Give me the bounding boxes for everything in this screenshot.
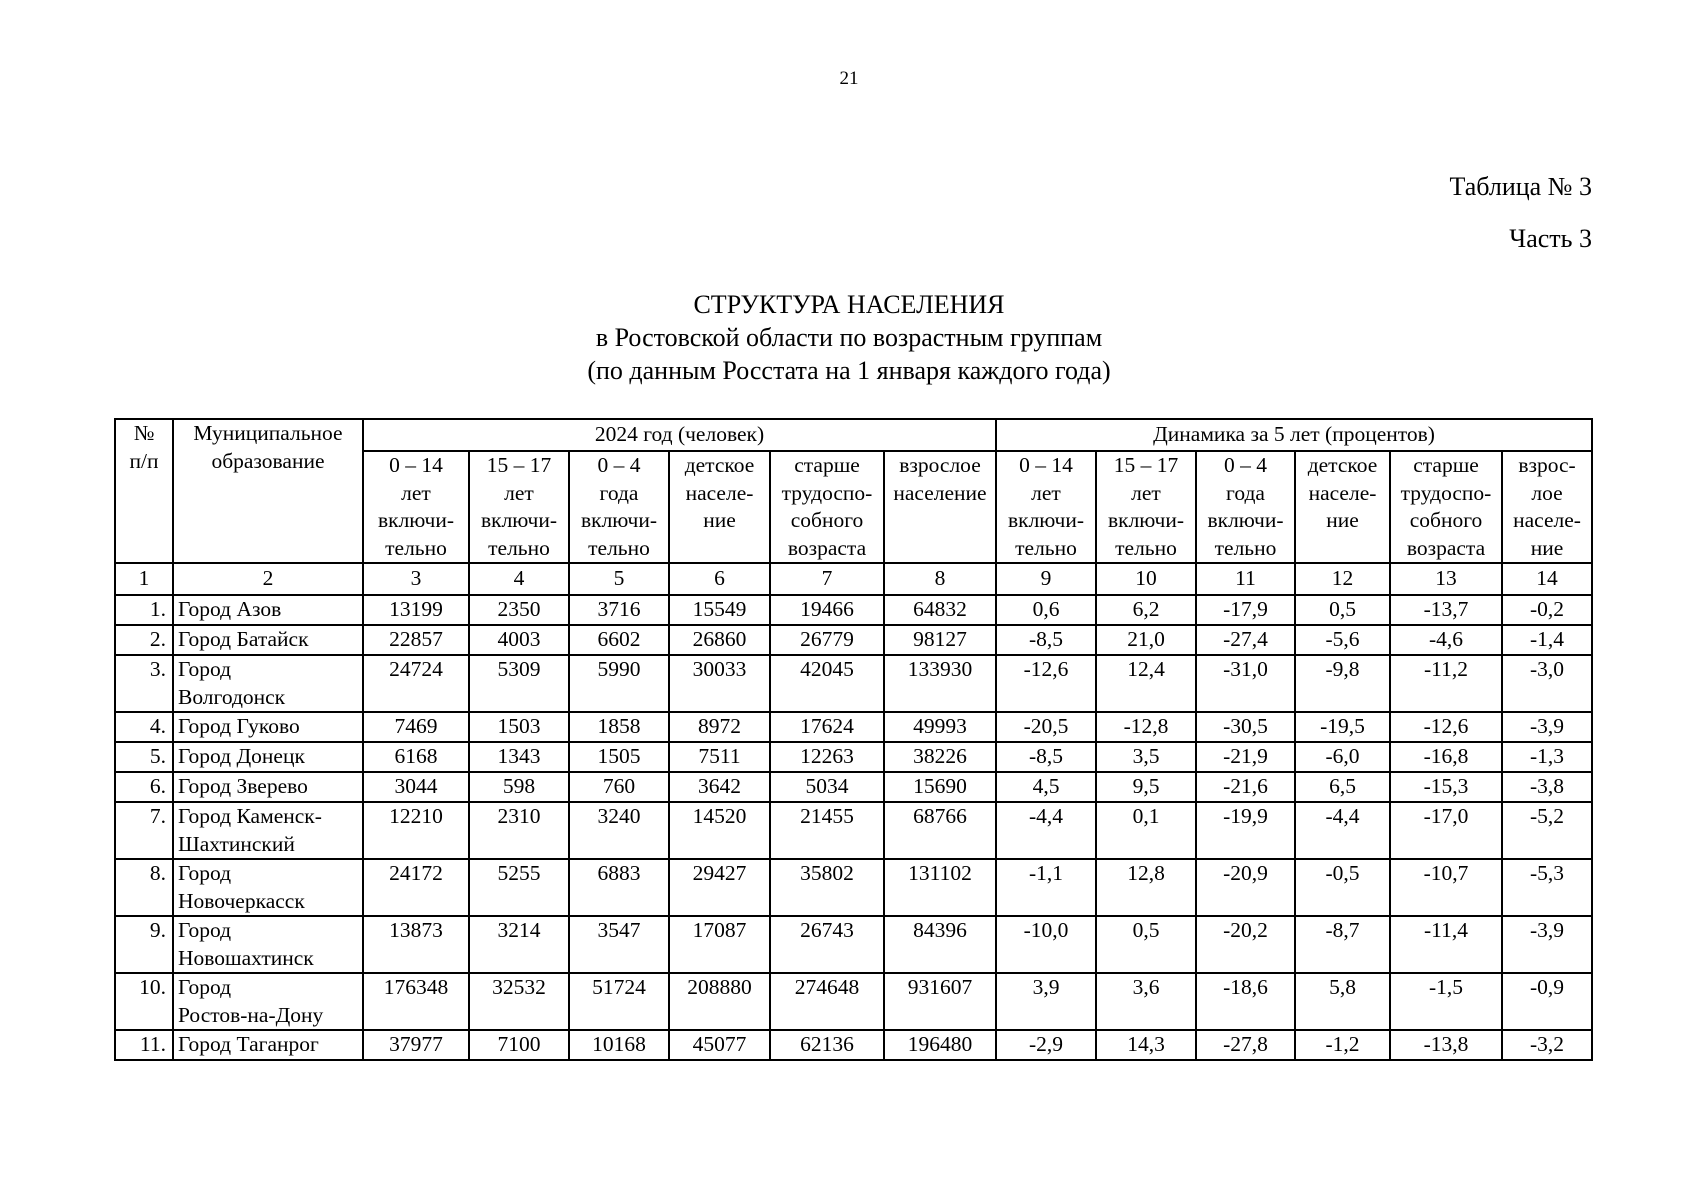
value-cell-col-13: -11,4 [1390, 916, 1502, 973]
municipality-name-cell [173, 595, 363, 625]
row-number-cell: 6. [115, 772, 173, 802]
value-cell-col-12: 0,5 [1295, 595, 1390, 625]
municipality-name-line: Город Донецк [178, 744, 305, 768]
municipality-name-cell [173, 625, 363, 655]
header-col-number [115, 419, 173, 563]
value-cell-col-14: -3,0 [1502, 655, 1592, 712]
value-cell-col-10: 9,5 [1096, 772, 1196, 802]
value-cell-col-12: -6,0 [1295, 742, 1390, 772]
table-row [115, 859, 1592, 916]
document-title [0, 288, 1698, 387]
subheader-line: 15 – 17 [486, 453, 552, 477]
value-cell-col-6: 45077 [669, 1030, 770, 1060]
value-cell-col-4: 3214 [469, 916, 569, 973]
subheader-col-14 [1502, 451, 1592, 563]
value-cell-col-3: 22857 [363, 625, 469, 655]
municipality-name-cell [173, 802, 363, 859]
value-cell-col-5: 10168 [569, 1030, 669, 1060]
column-number-cell: 13 [1390, 563, 1502, 595]
header-group-2024: 2024 год (человек) [363, 419, 996, 451]
subheader-line: тельно [1015, 535, 1077, 560]
value-cell-col-14: -3,9 [1502, 916, 1592, 973]
subheader-line: тельно [1115, 535, 1177, 560]
value-cell-col-4: 598 [469, 772, 569, 802]
subheader-line: возраста [1406, 535, 1486, 560]
table-part-label: Часть 3 [1509, 224, 1592, 253]
value-cell-col-5: 1858 [569, 712, 669, 742]
subheader-col-10 [1096, 451, 1196, 563]
title-line-3: (по данным Росстата на 1 января каждого года) [587, 356, 1111, 385]
column-number-cell: 4 [469, 563, 569, 595]
value-cell-col-8: 84396 [884, 916, 996, 973]
value-cell-col-5: 6883 [569, 859, 669, 916]
value-cell-col-12: -0,5 [1295, 859, 1390, 916]
subheader-col-3 [363, 451, 469, 563]
subheader-line: тельно [488, 535, 550, 560]
value-cell-col-8: 38226 [884, 742, 996, 772]
table-body [115, 563, 1592, 1060]
subheader-line: населе- [1308, 480, 1377, 505]
column-number-cell: 3 [363, 563, 469, 595]
row-number-cell: 7. [115, 802, 173, 859]
value-cell-col-6: 7511 [669, 742, 770, 772]
value-cell-col-7: 21455 [770, 802, 884, 859]
value-cell-col-9: -12,6 [996, 655, 1096, 712]
value-cell-col-12: -19,5 [1295, 712, 1390, 742]
subheader-col-13 [1390, 451, 1502, 563]
row-number-cell: 1. [115, 595, 173, 625]
value-cell-col-11: -17,9 [1196, 595, 1295, 625]
value-cell-col-12: -5,6 [1295, 625, 1390, 655]
value-cell-col-12: -8,7 [1295, 916, 1390, 973]
municipality-name-line: Ростов-на-Дону [178, 1002, 324, 1027]
value-cell-col-8: 196480 [884, 1030, 996, 1060]
value-cell-col-5: 6602 [569, 625, 669, 655]
table-number-label: Таблица № 3 [1449, 172, 1592, 201]
table-row [115, 802, 1592, 859]
table-row [115, 973, 1592, 1030]
value-cell-col-5: 3240 [569, 802, 669, 859]
value-cell-col-4: 32532 [469, 973, 569, 1030]
subheader-line: детское [684, 453, 755, 477]
subheader-line: включи- [1107, 508, 1185, 532]
value-cell-col-11: -31,0 [1196, 655, 1295, 712]
value-cell-col-7: 5034 [770, 772, 884, 802]
row-number-cell: 3. [115, 655, 173, 712]
municipality-name-cell [173, 973, 363, 1030]
value-cell-col-3: 13873 [363, 916, 469, 973]
value-cell-col-7: 274648 [770, 973, 884, 1030]
value-cell-col-3: 37977 [363, 1030, 469, 1060]
value-cell-col-6: 17087 [669, 916, 770, 973]
value-cell-col-13: -15,3 [1390, 772, 1502, 802]
value-cell-col-11: -27,4 [1196, 625, 1295, 655]
value-cell-col-14: -5,2 [1502, 802, 1592, 859]
municipality-name-line: Новочеркасск [178, 888, 305, 913]
subheader-col-7 [770, 451, 884, 563]
value-cell-col-6: 208880 [669, 973, 770, 1030]
table-row [115, 655, 1592, 712]
subheader-col-4 [469, 451, 569, 563]
subheader-line: лет [504, 480, 534, 505]
value-cell-col-3: 12210 [363, 802, 469, 859]
value-cell-col-14: -1,4 [1502, 625, 1592, 655]
header-row-groups [115, 419, 1592, 451]
value-cell-col-6: 14520 [669, 802, 770, 859]
value-cell-col-9: 4,5 [996, 772, 1096, 802]
page-number: 21 [839, 68, 859, 89]
value-cell-col-3: 3044 [363, 772, 469, 802]
subheader-line: населе- [1513, 508, 1581, 532]
subheader-col-12 [1295, 451, 1390, 563]
subheader-line: включи- [1207, 508, 1284, 532]
value-cell-col-9: -4,4 [996, 802, 1096, 859]
value-cell-col-11: -19,9 [1196, 802, 1295, 859]
subheader-line: 0 – 4 [1224, 453, 1267, 477]
value-cell-col-11: -30,5 [1196, 712, 1295, 742]
value-cell-col-10: -12,8 [1096, 712, 1196, 742]
column-number-cell: 10 [1096, 563, 1196, 595]
municipality-name-line: Волгодонск [178, 684, 286, 709]
header-col-municipality-line1: Муниципальное [193, 421, 343, 445]
table-row [115, 1030, 1592, 1060]
subheader-line: 15 – 17 [1113, 453, 1179, 477]
municipality-name-line: Город Гуково [178, 714, 300, 738]
value-cell-col-14: -1,3 [1502, 742, 1592, 772]
municipality-name-line: Шахтинский [178, 831, 295, 856]
subheader-line: ние [703, 508, 736, 532]
table-header [115, 419, 1592, 563]
municipality-name-cell [173, 712, 363, 742]
column-numbers-row [115, 563, 1592, 595]
value-cell-col-5: 3716 [569, 595, 669, 625]
municipality-name-cell [173, 916, 363, 973]
table-row [115, 595, 1592, 625]
table-row [115, 916, 1592, 973]
value-cell-col-13: -1,5 [1390, 973, 1502, 1030]
value-cell-col-4: 2350 [469, 595, 569, 625]
value-cell-col-10: 12,8 [1096, 859, 1196, 916]
value-cell-col-10: 14,3 [1096, 1030, 1196, 1060]
column-number-cell: 11 [1196, 563, 1295, 595]
column-number-cell: 6 [669, 563, 770, 595]
value-cell-col-9: -8,5 [996, 742, 1096, 772]
value-cell-col-10: 0,5 [1096, 916, 1196, 973]
row-number-cell: 2. [115, 625, 173, 655]
value-cell-col-7: 26779 [770, 625, 884, 655]
row-number-cell: 11. [115, 1030, 173, 1060]
subheader-line: года [1226, 480, 1265, 505]
value-cell-col-13: -4,6 [1390, 625, 1502, 655]
row-number-cell: 10. [115, 973, 173, 1030]
value-cell-col-11: -21,6 [1196, 772, 1295, 802]
value-cell-col-9: -1,1 [996, 859, 1096, 916]
value-cell-col-3: 24172 [363, 859, 469, 916]
table-row [115, 625, 1592, 655]
column-number-cell: 8 [884, 563, 996, 595]
value-cell-col-11: -20,9 [1196, 859, 1295, 916]
value-cell-col-9: -2,9 [996, 1030, 1096, 1060]
municipality-name-line: Город Азов [178, 597, 282, 621]
subheader-line: ние [1530, 535, 1564, 560]
value-cell-col-13: -16,8 [1390, 742, 1502, 772]
subheader-line: лет [401, 480, 431, 505]
municipality-name-cell [173, 1030, 363, 1060]
value-cell-col-9: -8,5 [996, 625, 1096, 655]
subheader-line: собного [1409, 508, 1483, 532]
value-cell-col-10: 0,1 [1096, 802, 1196, 859]
municipality-name-line: Город Каменск- [178, 804, 322, 828]
header-group-dynamics: Динамика за 5 лет (процентов) [996, 419, 1592, 451]
column-number-cell: 14 [1502, 563, 1592, 595]
value-cell-col-4: 4003 [469, 625, 569, 655]
subheader-col-9 [996, 451, 1096, 563]
value-cell-col-13: -11,2 [1390, 655, 1502, 712]
column-number-cell: 9 [996, 563, 1096, 595]
title-line-2: в Ростовской области по возрастным группам [595, 323, 1103, 352]
value-cell-col-10: 3,5 [1096, 742, 1196, 772]
subheader-line: тельно [1214, 535, 1277, 560]
municipality-name-line: Город [178, 861, 232, 885]
value-cell-col-9: -10,0 [996, 916, 1096, 973]
value-cell-col-6: 29427 [669, 859, 770, 916]
value-cell-col-4: 7100 [469, 1030, 569, 1060]
row-number-cell: 9. [115, 916, 173, 973]
value-cell-col-12: -9,8 [1295, 655, 1390, 712]
value-cell-col-8: 133930 [884, 655, 996, 712]
subheader-line: детское [1307, 453, 1378, 477]
value-cell-col-4: 5255 [469, 859, 569, 916]
value-cell-col-6: 8972 [669, 712, 770, 742]
value-cell-col-8: 131102 [884, 859, 996, 916]
table-row [115, 742, 1592, 772]
subheader-line: включи- [1007, 508, 1085, 532]
subheader-line: включи- [480, 508, 558, 532]
municipality-name-cell [173, 655, 363, 712]
value-cell-col-3: 176348 [363, 973, 469, 1030]
row-number-cell: 4. [115, 712, 173, 742]
value-cell-col-5: 1505 [569, 742, 669, 772]
subheader-line: включи- [580, 508, 658, 532]
subheader-line: лет [1131, 480, 1161, 505]
value-cell-col-8: 49993 [884, 712, 996, 742]
value-cell-col-14: -0,9 [1502, 973, 1592, 1030]
value-cell-col-7: 12263 [770, 742, 884, 772]
subheader-line: лое [1531, 480, 1563, 505]
subheader-line: старше [794, 453, 860, 477]
header-col-municipality-line2: образование [211, 448, 325, 473]
title-line-1: СТРУКТУРА НАСЕЛЕНИЯ [693, 290, 1005, 319]
municipality-name-line: Город [178, 918, 232, 942]
value-cell-col-3: 7469 [363, 712, 469, 742]
value-cell-col-4: 5309 [469, 655, 569, 712]
municipality-name-cell [173, 772, 363, 802]
header-col-number-line1: № [133, 421, 155, 445]
subheader-line: собного [790, 508, 864, 532]
value-cell-col-7: 26743 [770, 916, 884, 973]
value-cell-col-12: -4,4 [1295, 802, 1390, 859]
column-number-cell: 7 [770, 563, 884, 595]
municipality-name-line: Город Таганрог [178, 1032, 319, 1056]
value-cell-col-4: 1343 [469, 742, 569, 772]
value-cell-col-13: -13,8 [1390, 1030, 1502, 1060]
subheader-line: включи- [377, 508, 455, 532]
value-cell-col-12: -1,2 [1295, 1030, 1390, 1060]
value-cell-col-13: -12,6 [1390, 712, 1502, 742]
column-number-cell: 1 [115, 563, 173, 595]
header-col-municipality [173, 419, 363, 563]
value-cell-col-14: -5,3 [1502, 859, 1592, 916]
subheader-line: 0 – 4 [597, 453, 641, 477]
subheader-line: 0 – 14 [1019, 453, 1073, 477]
value-cell-col-14: -3,8 [1502, 772, 1592, 802]
value-cell-col-8: 15690 [884, 772, 996, 802]
value-cell-col-5: 5990 [569, 655, 669, 712]
value-cell-col-7: 17624 [770, 712, 884, 742]
value-cell-col-5: 51724 [569, 973, 669, 1030]
subheader-line: население [893, 480, 987, 505]
value-cell-col-9: 3,9 [996, 973, 1096, 1030]
value-cell-col-6: 3642 [669, 772, 770, 802]
municipality-name-cell [173, 742, 363, 772]
subheader-line: года [599, 480, 639, 505]
value-cell-col-5: 3547 [569, 916, 669, 973]
value-cell-col-10: 6,2 [1096, 595, 1196, 625]
population-table [114, 418, 1593, 1061]
value-cell-col-7: 62136 [770, 1030, 884, 1060]
subheader-line: лет [1031, 480, 1061, 505]
value-cell-col-9: -20,5 [996, 712, 1096, 742]
subheader-line: возраста [787, 535, 867, 560]
value-cell-col-8: 64832 [884, 595, 996, 625]
subheader-col-8 [884, 451, 996, 563]
value-cell-col-4: 1503 [469, 712, 569, 742]
subheader-line: тельно [385, 535, 447, 560]
value-cell-col-7: 42045 [770, 655, 884, 712]
value-cell-col-7: 19466 [770, 595, 884, 625]
value-cell-col-6: 15549 [669, 595, 770, 625]
value-cell-col-3: 24724 [363, 655, 469, 712]
value-cell-col-12: 5,8 [1295, 973, 1390, 1030]
municipality-name-line: Новошахтинск [178, 945, 314, 970]
value-cell-col-14: -0,2 [1502, 595, 1592, 625]
municipality-name-line: Город Батайск [178, 627, 309, 651]
value-cell-col-6: 26860 [669, 625, 770, 655]
municipality-name-cell [173, 859, 363, 916]
subheader-line: трудоспо- [781, 480, 873, 505]
value-cell-col-13: -13,7 [1390, 595, 1502, 625]
value-cell-col-13: -10,7 [1390, 859, 1502, 916]
value-cell-col-8: 68766 [884, 802, 996, 859]
column-number-cell: 5 [569, 563, 669, 595]
table-row [115, 772, 1592, 802]
value-cell-col-10: 12,4 [1096, 655, 1196, 712]
header-col-number-line2: п/п [129, 448, 159, 473]
subheader-col-6 [669, 451, 770, 563]
value-cell-col-11: -27,8 [1196, 1030, 1295, 1060]
value-cell-col-4: 2310 [469, 802, 569, 859]
value-cell-col-10: 21,0 [1096, 625, 1196, 655]
column-number-cell: 2 [173, 563, 363, 595]
subheader-line: взрослое [899, 453, 981, 477]
municipality-name-line: Город [178, 657, 232, 681]
value-cell-col-5: 760 [569, 772, 669, 802]
value-cell-col-3: 13199 [363, 595, 469, 625]
municipality-name-line: Город [178, 975, 232, 999]
value-cell-col-8: 98127 [884, 625, 996, 655]
subheader-line: ние [1326, 508, 1359, 532]
value-cell-col-9: 0,6 [996, 595, 1096, 625]
value-cell-col-3: 6168 [363, 742, 469, 772]
value-cell-col-10: 3,6 [1096, 973, 1196, 1030]
subheader-line: взрос- [1518, 453, 1576, 477]
municipality-name-line: Город Зверево [178, 774, 308, 798]
subheader-line: трудоспо- [1400, 480, 1492, 505]
value-cell-col-11: -18,6 [1196, 973, 1295, 1030]
row-number-cell: 5. [115, 742, 173, 772]
column-number-cell: 12 [1295, 563, 1390, 595]
value-cell-col-14: -3,2 [1502, 1030, 1592, 1060]
subheader-line: населе- [685, 480, 754, 505]
value-cell-col-11: -20,2 [1196, 916, 1295, 973]
value-cell-col-12: 6,5 [1295, 772, 1390, 802]
subheader-col-5 [569, 451, 669, 563]
row-number-cell: 8. [115, 859, 173, 916]
subheader-line: 0 – 14 [389, 453, 443, 477]
value-cell-col-7: 35802 [770, 859, 884, 916]
value-cell-col-11: -21,9 [1196, 742, 1295, 772]
value-cell-col-6: 30033 [669, 655, 770, 712]
value-cell-col-8: 931607 [884, 973, 996, 1030]
subheader-line: тельно [588, 535, 650, 560]
value-cell-col-13: -17,0 [1390, 802, 1502, 859]
subheader-col-11 [1196, 451, 1295, 563]
table-row [115, 712, 1592, 742]
value-cell-col-14: -3,9 [1502, 712, 1592, 742]
subheader-line: старше [1413, 453, 1479, 477]
